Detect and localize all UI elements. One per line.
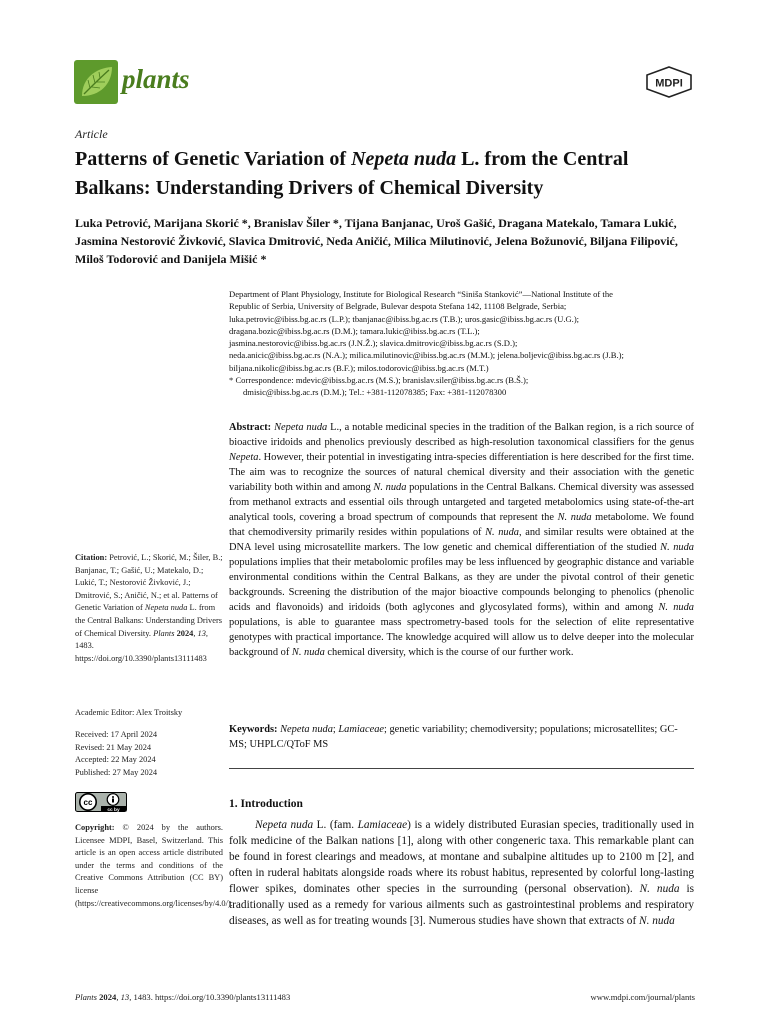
svg-text:MDPI: MDPI: [655, 77, 683, 90]
footer-citation: Plants 2024, 13, 1483. https://doi.org/10.3390/plants13111483: [75, 992, 291, 1002]
academic-editor: Academic Editor: Alex Troitsky: [75, 708, 183, 717]
revised-date: Revised: 21 May 2024: [75, 742, 152, 752]
accepted-date: Accepted: 22 May 2024: [75, 755, 156, 765]
publication-dates: [75, 729, 223, 779]
affiliation-line: jasmina.nestorovic@ibiss.bg.ac.rs (J.N.Ž.); slavica.dmitrovic@ibiss.bg.ac.rs (S.D.);: [229, 338, 518, 349]
author-list: Luka Petrović, Marijana Skorić *, Branislav Šiler *, Tijana Banjanac, Uroš Gašić, Dragana Matekalo, Tamara Lukić, Jasmina Nestorović Živković, Slavica Dmitrović, Neda Aničić, Milica Milutinović, Jelena Božunović, Biljana Filipović, Miloš Todorović and Danijela Mišić *: [75, 216, 678, 266]
published-date: Published: 27 May 2024: [75, 767, 158, 777]
section-heading: 1. Introduction: [229, 798, 303, 810]
affiliation-line: luka.petrovic@ibiss.bg.ac.rs (L.P.); tbanjanac@ibiss.bg.ac.rs (T.B.); uros.gasic@ibiss.bg.ac.rs (U.G.);: [229, 313, 580, 324]
mdpi-logo-icon: [644, 66, 694, 98]
correspondence-line: dmisic@ibiss.bg.ac.rs (D.M.); Tel.: +381-112078385; Fax: +381-112078300: [243, 387, 507, 398]
affiliation-line: dragana.bozic@ibiss.bg.ac.rs (D.M.); tamara.lukic@ibiss.bg.ac.rs (T.L.);: [229, 325, 480, 336]
svg-text:cc by: cc by: [107, 807, 120, 812]
abstract-label: Abstract:: [229, 422, 272, 433]
page-title: Patterns of Genetic Variation of Nepeta nuda L. from the Central Balkans: Understanding Drivers of Chemical Diversity: [75, 148, 629, 199]
section-divider: [229, 768, 694, 769]
received-date: Received: 17 April 2024: [75, 730, 158, 739]
affiliation-line: biljana.nikolic@ibiss.bg.ac.rs (B.F.); milos.todorovic@ibiss.bg.ac.rs (M.T.): [229, 362, 489, 373]
introduction-paragraph: Nepeta nuda L. (fam. Lamiaceae) is a widely distributed Eurasian species, traditionally used in folk medicine of the Balkan nations [1], along with other congeneric taxa. This remarkable plant can be found in forest clearings and meadows, at montane and subalpine altitudes up to 2100 m [2], and often in ruderal habitats alongside roads where its robust habitus, represented by colorful long-lasting flower spikes, dominates other species in the surrounding (personal observation). N. nuda is traditionally used as a remedy for various ailments such as gastrointestinal problems and respiratory diseases, as well as for treating wounds [3]. Numerous studies have shown that extracts of N. nuda: [229, 819, 694, 927]
plants-leaf-logo-icon: [74, 60, 118, 104]
correspondence-line: * Correspondence: mdevic@ibiss.bg.ac.rs (M.S.); branislav.siler@ibiss.bg.ac.rs (B.Š.);: [229, 375, 529, 386]
abstract: Abstract: Nepeta nuda L., a notable medicinal species in the tradition of the Balkan region, is a rich source of bioactive iridoids and phenolics previously described as high-resolution taxonomical classifiers for the genus Nepeta. However, their potential in investigating intra-species differentiation is here described for the first time. The aim was to recognize the sources of natural chemical diversity and their association with the genetic variability both within and among N. nuda populations in the Central Balkans. Chemical diversity was assessed from methanol extracts and essential oils through untargeted and targeted metabolomics using state-of-the-art analytical tools, covering a broad spectrum of compounds that represent the N. nuda metabolome. We found that chemodiversity primarily resides within populations of N. nuda, and similar results were obtained at the DNA level using microsatellite markers. The low genetic and chemical differentiation of the studied N. nuda populations implies that their metabolomic profiles may be less influenced by geographic distance and variable environmental conditions within the Central Balkans, as they are under the pivotal control of their genetic backgrounds. Screening the distribution of the major bioactive compounds belonging to phenolics (phenolic acids and flavonoids) and iridoids (both aglycones and glycosylated forms), within and among N. nuda populations, is able to guarantee mass spectrometry-based tools for the selection of elite representative genotypes with practical importance. The knowledge acquired will allow us to delve deeper into the molecular background of N. nuda chemical diversity, which is the course of our further work.: [229, 422, 695, 658]
affiliation-line: neda.anicic@ibiss.bg.ac.rs (N.A.); milica.milutinovic@ibiss.bg.ac.rs (M.M.); jelena.boljevic@ibiss.bg.ac.rs (J.B.);: [229, 350, 624, 361]
svg-text:cc: cc: [83, 798, 93, 807]
copyright-block: Copyright: © 2024 by the authors. Licensee MDPI, Basel, Switzerland. This article is an open access article distributed under the terms and conditions of the Creative Commons Attribution (CC BY) license (https://creativecommons.org/licenses/by/4.0/).: [75, 823, 233, 908]
journal-name: plants: [122, 64, 190, 94]
page-footer: [75, 992, 695, 1002]
citation-block: Citation: Petrović, L.; Skorić, M.; Šiler, B.; Banjanac, T.; Gašić, U.; Matekalo, D.; Lukić, T.; Nestorović Živković, J.; Dmitrović, S.; Aničić, N.; et al. Patterns of Genetic Variation of Nepeta nuda L. from the Central Balkans: Understanding Drivers of Chemical Diversity. Plants 2024, 13, 1483. https://doi.org/10.3390/plants13111483: [75, 553, 223, 663]
affiliation-line: Republic of Serbia, University of Belgrade, Bulevar despota Stefana 142, 11108 Belgrade, Serbia;: [229, 301, 567, 312]
cc-by-license-icon[interactable]: [75, 792, 127, 812]
keywords: Keywords: Nepeta nuda; Lamiaceae; genetic variability; chemodiversity; populations; microsatellites; GC-MS; UHPLC/QToF MS: [229, 724, 678, 750]
keywords-label: Keywords:: [229, 724, 278, 735]
affiliation-block: [229, 288, 695, 399]
affiliation-line: Department of Plant Physiology, Institute for Biological Research “Siniša Stanković”—National Institute of the: [229, 289, 613, 299]
footer-journal-url[interactable]: www.mdpi.com/journal/plants: [590, 992, 695, 1002]
article-type: Article: [75, 127, 108, 141]
